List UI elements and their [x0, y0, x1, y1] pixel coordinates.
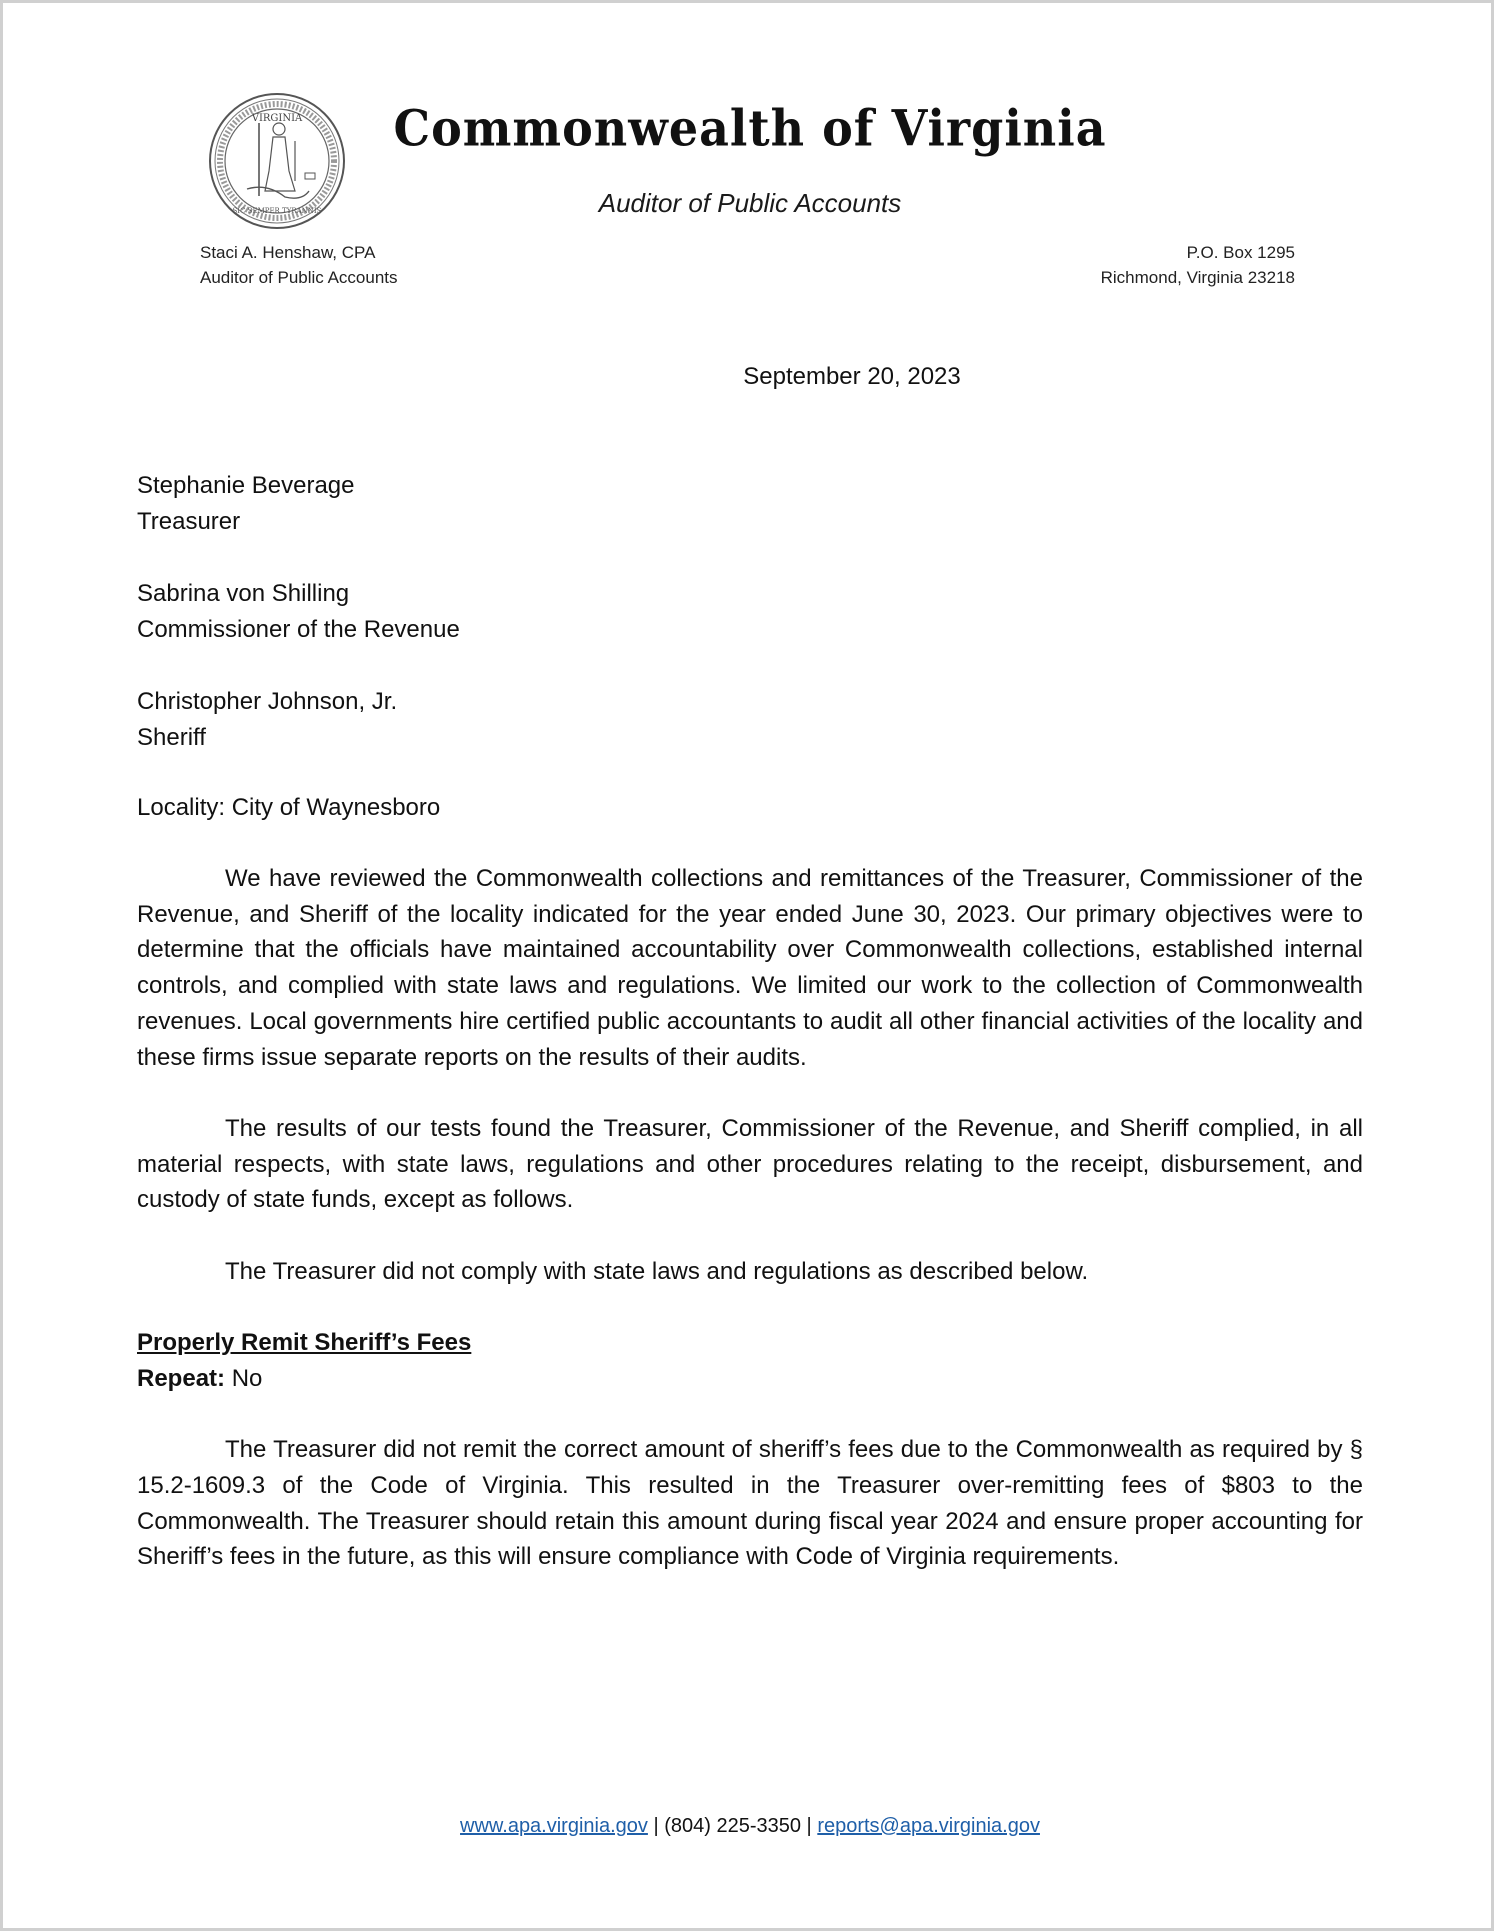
addressee	[137, 576, 460, 648]
address-line-1: P.O. Box 1295	[1186, 243, 1295, 262]
addressee-name: Christopher Johnson, Jr.	[137, 688, 398, 715]
addressee-title: Treasurer	[137, 508, 241, 535]
addressee	[137, 468, 460, 540]
addressee	[137, 684, 460, 756]
addressee-name: Sabrina von Shilling	[137, 580, 350, 607]
repeat-label: Repeat:	[137, 1364, 226, 1392]
addressee-list	[137, 468, 460, 792]
website-link[interactable]: www.apa.virginia.gov	[460, 1815, 648, 1837]
finding-heading: Properly Remit Sheriff’s Fees	[137, 1329, 472, 1357]
footer-separator: |	[801, 1815, 818, 1837]
letterhead-title: Commonwealth of Virginia	[393, 98, 1107, 158]
finding-text: The Treasurer did not remit the correct amount of sheriff’s fees due to the Commonwealth as required by § 15.2-1609.3 of the Code of Virginia. This resulted in the Treasurer over-remitting fees of $803 to the Commonwealth. The Treasurer should retain this amount during fiscal year 2024 and ensure proper accounting for Sheriff’s fees in the future, as this will ensure compliance with Code of Virginia requirements.	[137, 1436, 1363, 1571]
locality-line: Locality: City of Waynesboro	[137, 794, 441, 821]
letter-date: September 20, 2023	[743, 363, 961, 390]
addressee-name: Stephanie Beverage	[137, 472, 355, 499]
addressee-title: Commissioner of the Revenue	[137, 616, 460, 643]
sender-block	[200, 240, 398, 290]
body-paragraph: We have reviewed the Commonwealth collections and remittances of the Treasurer, Commissioner of the Revenue, and Sheriff of the locality indicated for the year ended June 30, 2023. Our primary objectives were to determine that the officials have maintained accountability over Commonwealth collections, established internal controls, and complied with state laws and regulations. We limited our work to the collection of Commonwealth revenues. Local governments hire certified public accountants to audit all other financial activities of the locality and these firms issue separate reports on the results of their audits.	[137, 865, 1363, 1071]
mailing-address	[1101, 240, 1295, 290]
sender-name: Staci A. Henshaw, CPA	[200, 243, 376, 262]
repeat-value: No	[225, 1364, 263, 1392]
letterhead-subtitle: Auditor of Public Accounts	[598, 188, 902, 218]
footer	[3, 1815, 1494, 1838]
addressee-title: Sheriff	[137, 724, 206, 751]
finding-repeat	[137, 1361, 1363, 1397]
letter-body	[137, 861, 1363, 1611]
svg-text:VIRGINIA: VIRGINIA	[251, 113, 303, 124]
phone-number: (804) 225-3350	[664, 1815, 801, 1837]
body-paragraph: The Treasurer did not comply with state laws and regulations as described below.	[225, 1257, 1089, 1285]
body-paragraph: The results of our tests found the Treasurer, Commissioner of the Revenue, and Sheriff complied, in all material respects, with state laws, regulations and other procedures relating to the receipt, disbursement, and custody of state funds, except as follows.	[137, 1114, 1363, 1214]
footer-separator: |	[647, 1815, 665, 1837]
address-line-2: Richmond, Virginia 23218	[1100, 268, 1295, 287]
email-link[interactable]: reports@apa.virginia.gov	[817, 1815, 1040, 1837]
sender-title: Auditor of Public Accounts	[200, 268, 398, 287]
svg-text:SIC SEMPER TYRANNIS: SIC SEMPER TYRANNIS	[232, 207, 322, 215]
